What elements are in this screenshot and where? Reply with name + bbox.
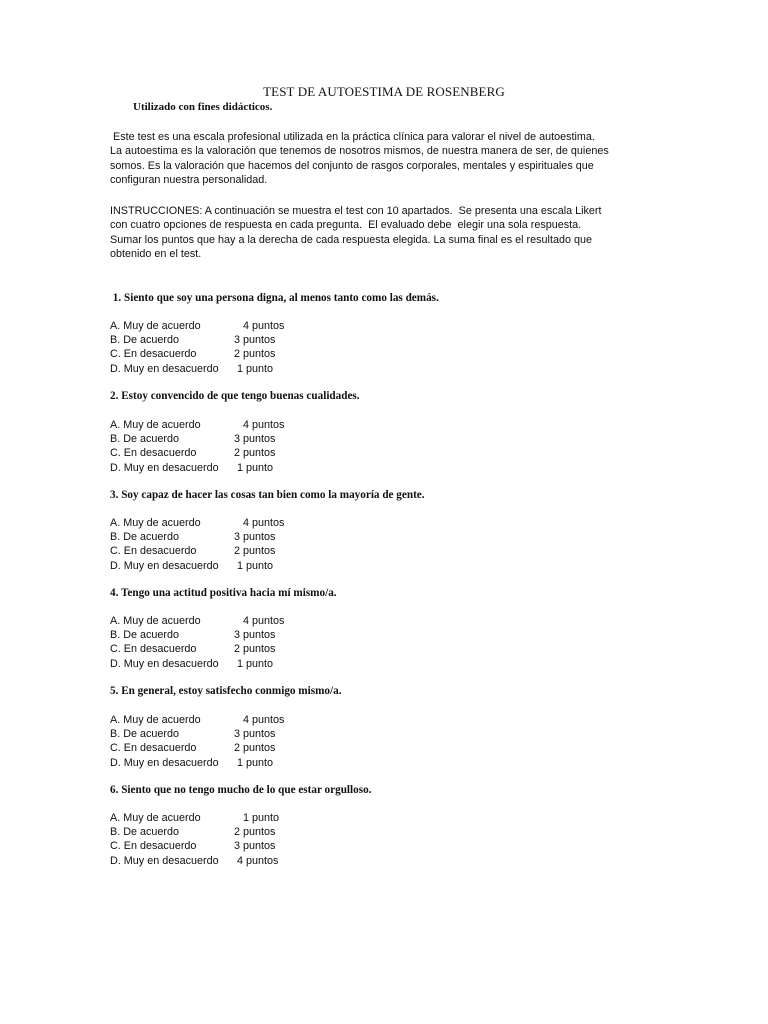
option-points: 3 puntos [234,840,276,853]
option-points: 3 puntos [234,728,276,741]
question-1-options [110,319,284,376]
option-label: C. En desacuerdo [110,348,197,361]
option-points: 3 puntos [234,629,276,642]
option-label: B. De acuerdo [110,629,180,642]
option-points: 2 puntos [234,826,276,839]
option-points: 2 puntos [234,545,276,558]
option-label: C. En desacuerdo [110,742,197,755]
option-a [110,614,284,628]
option-label: D. Muy en desacuerdo [110,559,219,572]
option-a [110,713,284,727]
question-2: 2. Estoy convencido de que tengo buenas cualidades. [110,390,360,402]
option-b [110,333,284,347]
question-6-options [110,811,279,868]
option-label: D. Muy en desacuerdo [110,854,219,867]
option-label: A. Muy de acuerdo [110,419,201,431]
option-label: C. En desacuerdo [110,643,197,656]
intro-line: Este test es una escala profesional utilizada en la práctica clínica para valorar el nivel de autoestima. [110,131,595,143]
instructions-line: obtenido en el test. [110,248,202,261]
option-a [110,319,284,333]
question-5-options [110,713,284,770]
question-6: 6. Siento que no tengo mucho de lo que estar orgulloso. [110,784,372,796]
option-points: 2 puntos [234,643,276,656]
option-a [110,418,284,432]
question-1: 1. Siento que soy una persona digna, al menos tanto como las demás. [110,292,439,304]
instructions-line: INSTRUCCIONES: A continuación se muestra el test con 10 apartados. Se presenta una escala Likert [110,205,602,217]
option-label: C. En desacuerdo [110,545,197,558]
option-label: D. Muy en desacuerdo [110,362,219,375]
option-label: A. Muy de acuerdo [110,812,201,824]
question-4-options [110,614,284,671]
option-label: C. En desacuerdo [110,447,197,460]
instructions-paragraph [110,204,602,262]
instructions-line: Sumar los puntos que hay a la derecha de cada respuesta elegida. La suma final es el resultado que [110,233,592,246]
intro-line: somos. Es la valoración que hacemos del conjunto de rasgos corporales, mentales y espirituales que [110,159,594,172]
intro-line: La autoestima es la valoración que tenemos de nosotros mismos, de nuestra manera de ser, de quienes [110,145,609,158]
question-5: 5. En general, estoy satisfecho conmigo mismo/a. [110,685,342,697]
option-points: 1 punto [234,756,274,769]
option-label: B. De acuerdo [110,728,180,741]
option-c [110,741,284,755]
option-label: B. De acuerdo [110,433,180,446]
option-label: A. Muy de acuerdo [110,615,201,627]
option-c [110,839,279,853]
option-d [110,461,284,475]
option-label: A. Muy de acuerdo [110,320,201,332]
question-3: 3. Soy capaz de hacer las cosas tan bien como la mayoría de gente. [110,489,425,501]
question-4: 4. Tengo una actitud positiva hacia mí mismo/a. [110,587,337,599]
option-points: 2 puntos [234,348,276,361]
option-a [110,811,279,825]
option-points: 1 punto [234,812,280,824]
document-title: TEST DE AUTOESTIMA DE ROSENBERG [263,84,505,99]
option-c [110,642,284,656]
option-c [110,347,284,361]
option-label: B. De acuerdo [110,826,180,839]
option-b [110,432,284,446]
option-d [110,362,284,376]
option-points: 1 punto [234,461,274,474]
option-points: 2 puntos [234,447,276,460]
option-d [110,854,279,868]
option-points: 3 puntos [234,433,276,446]
option-label: A. Muy de acuerdo [110,714,201,726]
option-label: C. En desacuerdo [110,840,197,853]
option-points: 4 puntos [234,854,279,867]
document-subtitle: Utilizado con fines didácticos. [133,101,273,113]
option-points: 3 puntos [234,334,276,347]
option-b [110,825,279,839]
option-d [110,756,284,770]
option-label: D. Muy en desacuerdo [110,657,219,670]
option-points: 1 punto [234,559,274,572]
option-a [110,516,284,530]
option-points: 1 punto [234,362,274,375]
option-points: 4 puntos [234,419,285,431]
option-label: B. De acuerdo [110,334,180,347]
option-points: 4 puntos [234,615,285,627]
question-3-options [110,516,284,573]
option-label: B. De acuerdo [110,531,180,544]
option-d [110,559,284,573]
option-c [110,446,284,460]
intro-paragraph [110,130,609,188]
option-label: D. Muy en desacuerdo [110,461,219,474]
option-b [110,727,284,741]
option-label: A. Muy de acuerdo [110,517,201,529]
option-points: 4 puntos [234,517,285,529]
option-b [110,628,284,642]
option-points: 4 puntos [234,320,285,332]
option-c [110,544,284,558]
option-points: 4 puntos [234,714,285,726]
option-b [110,530,284,544]
option-label: D. Muy en desacuerdo [110,756,219,769]
intro-line: configuran nuestra personalidad. [110,174,268,187]
option-points: 3 puntos [234,531,276,544]
option-points: 2 puntos [234,742,276,755]
question-2-options [110,418,284,475]
instructions-line: con cuatro opciones de respuesta en cada pregunta. El evaluado debe elegir una sola respuesta. [110,219,582,232]
option-d [110,657,284,671]
option-points: 1 punto [234,657,274,670]
